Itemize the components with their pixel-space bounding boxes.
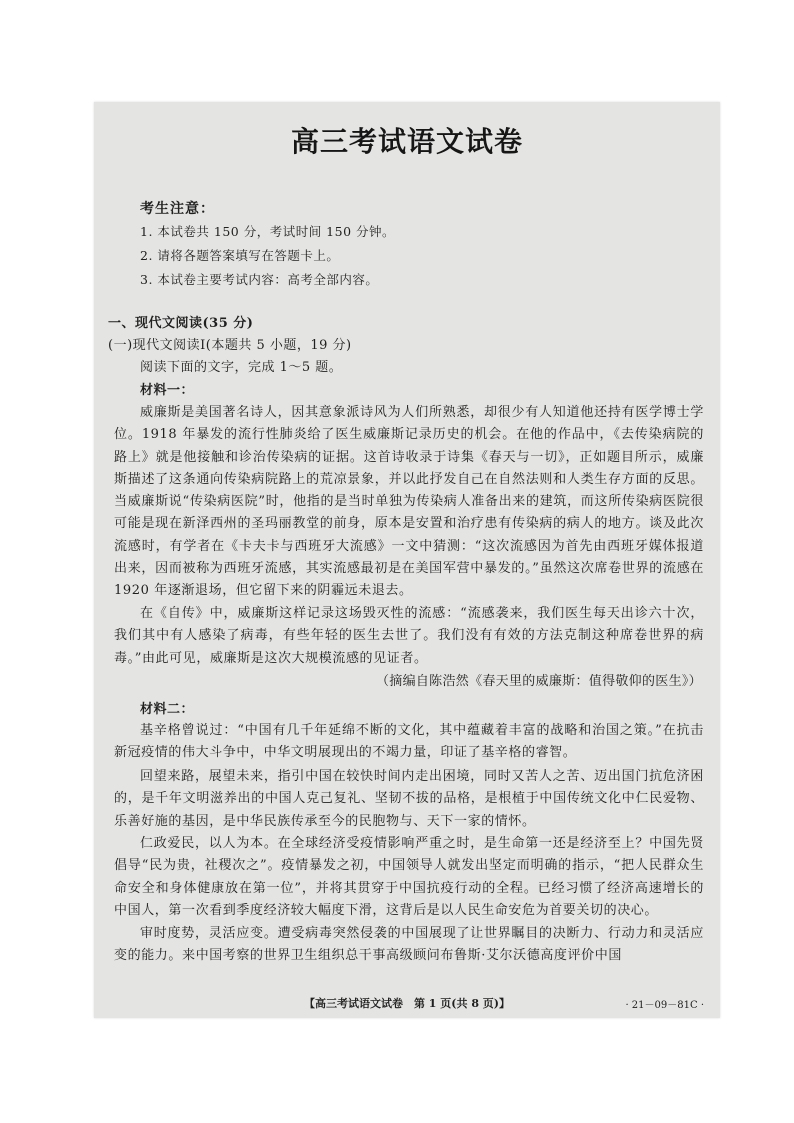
material2-paragraph: 审时度势，灵活应变。遭受病毒突然侵袭的中国展现了让世界瞩目的决断力、行动力和灵活应变的能力。来中国考察的世界卫生组织总干事高级顾问布鲁斯·艾尔沃德高度评价中国	[114, 926, 704, 964]
subsection-heading: (一)现代文阅读Ⅰ(本题共 5 小题，19 分)	[108, 338, 352, 353]
material1-paragraph: 威廉斯是美国著名诗人，因其意象派诗风为人们所熟悉，却很少有人知道他还持有医学博士学位。1918 年暴发的流行性肺炎给了医生威廉斯记录历史的机会。在他的作品中，《去传染病院的路上》就是他接触和诊治传染病的证据。这首诗收录于诗集《春天与一切》，正如题目所示，威廉斯描述了这条通向传染病院路上的荒凉景象，并以此抒发自己在自然法则和人类生存方面的反思。当威廉斯说“传染病医院”时，他指的是当时单独为传染病人准备出来的建筑，而这所传染病医院很可能是现在新泽西州的圣玛丽教堂的前身，原本是安置和治疗患有传染病的病人的地方。谈及此次流感时，有学者在《卡夫卡与西班牙大流感》一文中猜测：“这次流感因为首先由西班牙媒体报道出来，因而被称为西班牙流感，其实流感最初是在美国军营中暴发的。”虽然这次席卷世界的流感在 1920 年逐渐退场，但它留下来的阴霾远未退去。	[114, 405, 704, 599]
exam-page	[94, 102, 720, 1018]
material2-paragraph: 基辛格曾说过：“中国有几千年延绵不断的文化，其中蕴藏着丰富的战略和治国之策。”在抗击新冠疫情的伟大斗争中，中华文明展现出的不竭力量，印证了基辛格的睿智。	[114, 723, 704, 761]
paper-code: · 21－09－81C ·	[625, 1000, 704, 1011]
material2-paragraph: 仁政爱民，以人为本。在全球经济受疫情影响严重之时，是生命第一还是经济至上？中国先贤倡导“民为贵，社稷次之”。疫情暴发之初，中国领导人就发出坚定而明确的指示，“把人民群众生命安全和身体健康放在第一位”，并将其贯穿于中国抗疫行动的全程。已经习惯了经济高速增长的中国人，第一次看到季度经济较大幅度下滑，这背后是以人民生命安危为首要关切的决心。	[114, 836, 704, 918]
notice-item: 3. 本试卷主要考试内容：高考全部内容。	[140, 272, 379, 287]
material2-paragraph: 回望来路，展望未来，指引中国在较快时间内走出困境，同时又苦人之苦、迈出国门抗危济困的，是千年文明滋养出的中国人克己复礼、坚韧不拔的品格，是根植于中国传统文化中仁民爱物、乐善好施的基因，是中华民族传承至今的民胞物与、天下一家的情怀。	[114, 769, 704, 829]
notice-heading: 考生注意：	[140, 201, 215, 217]
section-heading: 一、现代文阅读(35 分)	[108, 316, 254, 331]
notice-item: 1. 本试卷共 150 分，考试时间 150 分钟。	[140, 224, 396, 239]
material-label: 材料二：	[140, 702, 195, 717]
page-footer: 【高三考试语文试卷 第 1 页(共 8 页)】	[303, 997, 511, 1010]
material-label: 材料一：	[140, 383, 195, 398]
page-title: 高三考试语文试卷	[290, 125, 523, 158]
reading-instruction: 阅读下面的文字，完成 1～5 题。	[140, 360, 343, 375]
material1-source: （摘编自陈浩然《春天里的威廉斯：值得敬仰的医生》）	[375, 674, 702, 689]
notice-item: 2. 请将各题答案填写在答题卡上。	[140, 248, 340, 263]
material1-paragraph: 在《自传》中，威廉斯这样记录这场毁灭性的流感：“流感袭来，我们医生每天出诊六十次，我们其中有人感染了病毒，有些年轻的医生去世了。我们没有有效的方法克制这种席卷世界的病毒。”由此可见，威廉斯是这次大规模流感的见证者。	[114, 606, 704, 666]
